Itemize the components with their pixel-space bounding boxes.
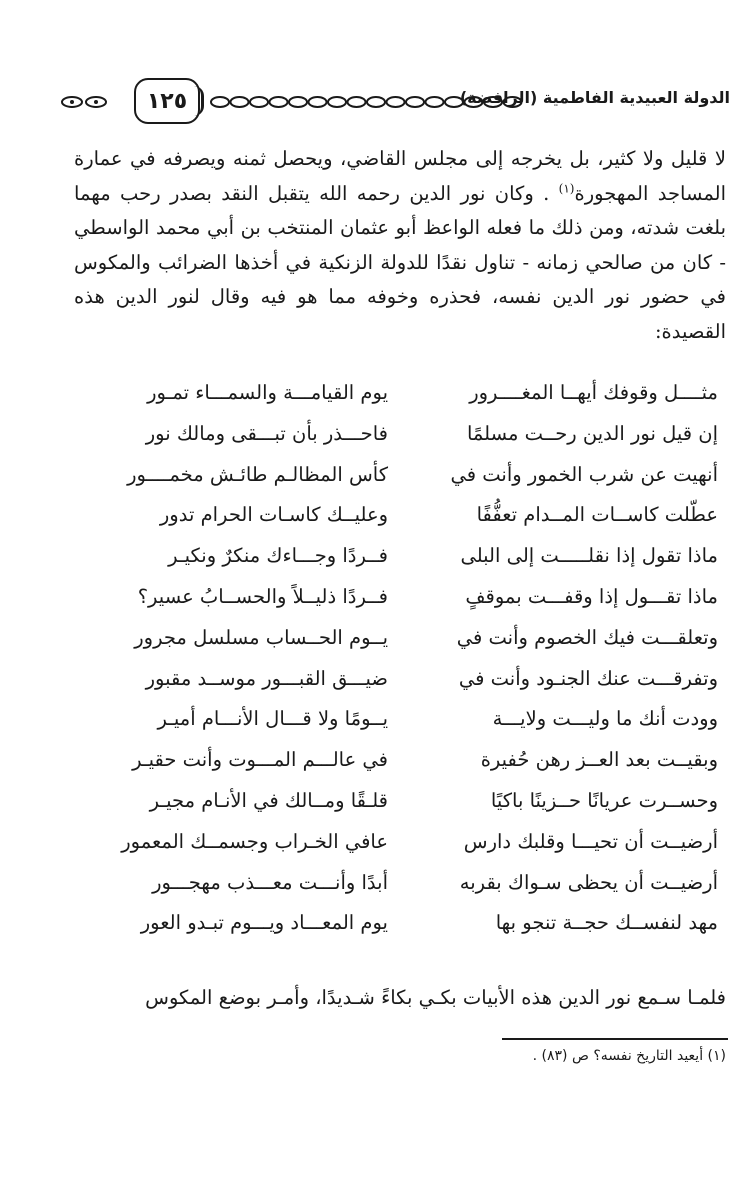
verse-second-hemistich: يوم المعـــاد ويـــوم تبـدو العور [140,911,388,935]
verse-second-hemistich: فــردًا ذليــلاً والحســابُ عسير؟ [137,584,388,608]
poem [88,375,718,946]
verse-first-hemistich: مهد لنفســك حجــة تنجو بها [495,911,718,935]
poem-verse [88,824,718,865]
verse-first-hemistich: وتفرقـــت عنك الجنـود وأنت في [458,666,718,690]
verse-first-hemistich: مثــــل وقوفك أيهــا المغــــرور [469,381,718,404]
verse-second-hemistich: كأس المظالـم طائـش مخمــــور [127,462,388,486]
prose-text-a: لا قليل ولا كثير، بل يخرجه إلى مجلس القاضي، ويحصل ثمنه ويصرفه في عمارة المساجد المهجورة [74,147,727,205]
verse-second-hemistich: ضيـــق القبـــور موســد مقبور [145,666,388,690]
page-number-frame [134,78,200,124]
verse-second-hemistich: يــوم الحــساب مسلسل مجرور [134,625,388,649]
poem-verse [88,579,718,620]
poem-verse [88,905,718,946]
poem-verse [88,457,718,498]
verse-first-hemistich: عطّلت كاســات المــدام تعفُّفًا [476,503,718,527]
verse-first-hemistich: أنهيت عن شرب الخمور وأنت في [450,462,718,486]
poem-verse [88,538,718,579]
verse-second-hemistich: في عالـــم المـــوت وأنت حقيـر [132,748,388,772]
verse-first-hemistich: وبقيــت بعد العــز رهن حُفيرة [480,748,718,772]
prose-text-b: . وكان نور الدين رحمه الله يتقبل النقد بصدر رحب مهما بلغت شدته، ومن ذلك ما فعله الواعظ أبو عثمان المنتخب بن أبي محمد الواسطي - كان من صالحي زمانه - تناول نقدًا للدولة الزنكية في أخذها الضرائب والمكوس في حضور نور الدين نفسه، فحذره وخوفه مما هو فيه وقال لنور الدين هذه القصيدة: [74,181,726,343]
verse-first-hemistich: وحســرت عريانًا حــزينًا باكيًا [490,788,718,812]
poem-verse [88,865,718,906]
verse-first-hemistich: ماذا تقـــول إذا وقفـــت بموقفٍ [465,584,718,608]
running-title: الدولة العبيدية الفاطمية (الرافضة) [459,88,730,107]
verse-second-hemistich: يوم القيامـــة والسمـــاء تمـور [147,381,388,404]
footnote: (١) أيعيد التاريخ نفسه؟ ص (٨٣) . [532,1048,726,1064]
page-header [60,78,730,128]
poem-verse [88,497,718,538]
poem-verse [88,620,718,661]
poem-verse [88,416,718,457]
verse-second-hemistich: وعليــك كاسـات الحرام تدور [159,503,388,527]
frame-hook [193,86,204,116]
verse-first-hemistich: إن قيل نور الدين رحــت مسلمًا [466,421,718,445]
prose-paragraph [74,142,726,349]
poem-verse [88,375,718,416]
footnote-reference: (١) [558,181,575,195]
verse-first-hemistich: ماذا تقول إذا نقلـــــت إلى البلى [460,544,718,568]
closing-line: فلمـا سـمع نور الدين هذه الأبيات بكـي بكاءً شـديدًا، وأمـر بوضع المكوس [145,986,726,1009]
verse-first-hemistich: وودت أنك ما وليـــت ولايـــة [492,707,718,731]
verse-second-hemistich: أبدًا وأنـــت معـــذب مهجـــور [152,870,388,894]
poem-verse [88,742,718,783]
poem-verse [88,783,718,824]
verse-first-hemistich: أرضيــت أن يحظى سـواك بقربه [459,870,718,894]
verse-second-hemistich: فاحـــذر بأن تبـــقى ومالك نور [145,421,388,445]
verse-first-hemistich: أرضيــت أن تحيـــا وقلبك دارس [463,829,718,853]
verse-second-hemistich: عافي الخـراب وجسمــك المعمور [121,829,388,853]
poem-verse [88,661,718,702]
verse-second-hemistich: قلـقًا ومــالك في الأنـام مجيـر [149,788,388,812]
page-number: ١٢٥ [146,88,188,114]
footnote-divider [502,1038,728,1040]
poem-verse [88,701,718,742]
verse-second-hemistich: فــردًا وجـــاءك منكرٌ ونكيـر [168,544,388,568]
verse-second-hemistich: يــومًا ولا قـــال الأنـــام أميـر [157,707,388,731]
verse-first-hemistich: وتعلقـــت فيك الخصوم وأنت في [456,625,718,649]
header-ornament-left [60,96,110,108]
